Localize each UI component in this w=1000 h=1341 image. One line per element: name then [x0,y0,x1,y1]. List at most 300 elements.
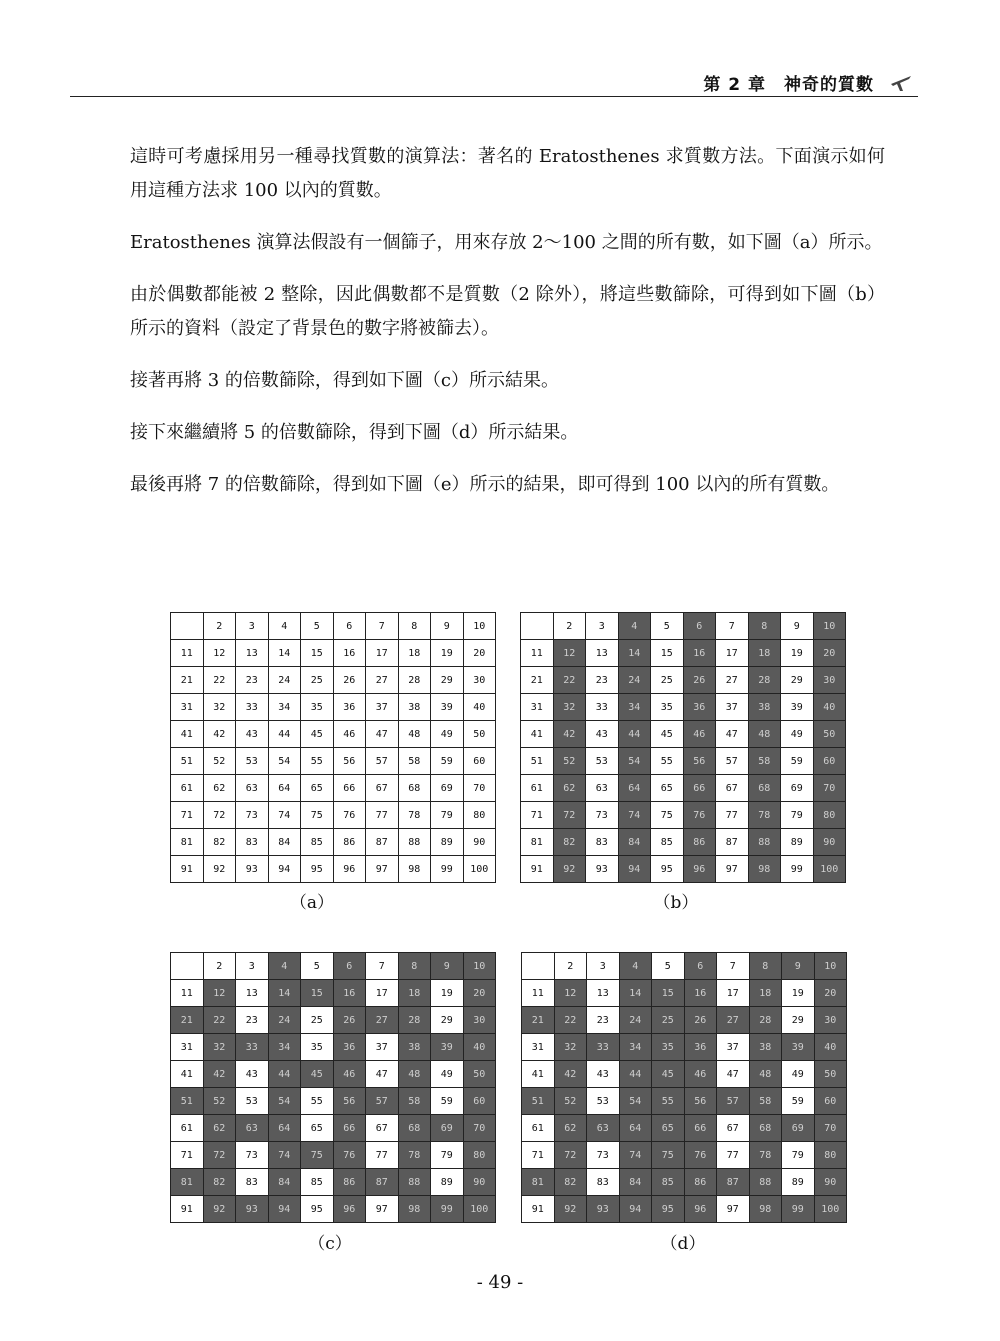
sieve-cell: 10 [463,613,496,640]
sieve-cell: 39 [431,1034,464,1061]
sieve-cell: 77 [716,802,749,829]
sieve-cell: 79 [782,1142,815,1169]
sieve-cell: 81 [522,1169,555,1196]
sieve-cell: 72 [203,1142,236,1169]
sieve-cell: 29 [781,667,814,694]
sieve-cell: 91 [171,856,204,883]
sieve-cell: 24 [619,1007,652,1034]
sieve-cell: 25 [301,667,334,694]
sieve-cell: 12 [203,980,236,1007]
sieve-row [522,980,847,1007]
sieve-cell: 100 [463,1196,496,1223]
sieve-cell: 59 [431,1088,464,1115]
sieve-cell: 64 [268,1115,301,1142]
sieve-cell: 80 [463,802,496,829]
sieve-cell: 52 [553,748,586,775]
sieve-cell: 82 [203,1169,236,1196]
sieve-cell: 6 [684,953,717,980]
sieve-cell: 13 [586,640,619,667]
sieve-cell: 73 [236,802,269,829]
sieve-cell: 38 [398,694,431,721]
sieve-cell: 6 [333,613,366,640]
sieve-cell: 98 [398,1196,431,1223]
sieve-cell: 18 [398,640,431,667]
paragraph: 接下來繼續將 5 的倍數篩除，得到下圖（d）所示結果。 [130,422,579,443]
sieve-cell: 83 [586,829,619,856]
sieve-cell: 80 [813,802,846,829]
sieve-figure-b [520,612,846,883]
sieve-cell: 82 [203,829,236,856]
sieve-cell: 62 [554,1115,587,1142]
sieve-cell: 31 [171,1034,204,1061]
sieve-cell: 41 [171,721,204,748]
sieve-cell: 98 [749,1196,782,1223]
sieve-cell: 56 [333,748,366,775]
sieve-cell: 61 [521,775,554,802]
sieve-cell: 89 [781,829,814,856]
sieve-cell: 60 [814,1088,847,1115]
paragraph: 接著再將 3 的倍數篩除，得到如下圖（c）所示結果。 [130,370,559,391]
sieve-cell: 53 [586,748,619,775]
sieve-cell: 37 [366,694,399,721]
sieve-cell: 99 [781,856,814,883]
sieve-cell: 48 [398,1061,431,1088]
sieve-cell: 11 [522,980,555,1007]
sieve-cell: 72 [554,1142,587,1169]
sieve-cell: 4 [268,953,301,980]
sieve-cell: 7 [717,953,750,980]
sieve-cell: 5 [301,953,334,980]
figure-caption: （d） [660,1234,706,1254]
sieve-cell: 95 [301,1196,334,1223]
sieve-cell: 49 [431,721,464,748]
sieve-cell: 80 [814,1142,847,1169]
sieve-cell: 29 [431,1007,464,1034]
sieve-cell: 69 [782,1115,815,1142]
sieve-cell: 50 [463,721,496,748]
paragraph: 由於偶數都能被 2 整除，因此偶數都不是質數（2 除外），將這些數篩除，可得到如下圖（b）所示的資料（設定了背景色的數字將被篩去）。 [130,284,885,339]
sieve-cell: 96 [333,1196,366,1223]
sieve-cell: 34 [268,694,301,721]
sieve-cell: 16 [333,640,366,667]
sieve-row [171,721,496,748]
sieve-cell: 66 [333,775,366,802]
sieve-cell: 53 [236,1088,269,1115]
sieve-cell: 4 [268,613,301,640]
sieve-cell [521,613,554,640]
sieve-row [522,1169,847,1196]
sieve-cell: 13 [236,980,269,1007]
sieve-cell: 33 [236,694,269,721]
sieve-cell: 91 [522,1196,555,1223]
sieve-cell: 42 [554,1061,587,1088]
sieve-row [171,953,496,980]
sieve-cell: 18 [749,980,782,1007]
sieve-cell: 40 [813,694,846,721]
sieve-cell: 2 [554,953,587,980]
sieve-cell: 67 [366,775,399,802]
sieve-cell: 2 [203,613,236,640]
sieve-cell: 47 [366,721,399,748]
sieve-row [171,1061,496,1088]
sieve-row [522,1034,847,1061]
sieve-cell: 25 [301,1007,334,1034]
sieve-cell: 88 [748,829,781,856]
sieve-cell: 40 [463,1034,496,1061]
sieve-cell: 13 [236,640,269,667]
sieve-cell: 90 [813,829,846,856]
sieve-cell: 14 [619,980,652,1007]
sieve-cell: 60 [463,748,496,775]
page-number: - 49 - [476,1272,524,1293]
sieve-cell: 55 [652,1088,685,1115]
sieve-row [171,829,496,856]
sieve-cell: 45 [301,721,334,748]
sieve-cell: 7 [366,953,399,980]
sieve-row [522,1142,847,1169]
sieve-cell: 2 [553,613,586,640]
sieve-cell [522,953,555,980]
sieve-cell: 85 [652,1169,685,1196]
sieve-row [171,856,496,883]
sieve-cell: 14 [268,640,301,667]
sieve-cell: 36 [684,1034,717,1061]
sieve-cell: 19 [431,640,464,667]
sieve-cell: 83 [236,829,269,856]
sieve-cell: 81 [171,829,204,856]
sieve-cell: 61 [522,1115,555,1142]
sieve-table [170,612,496,883]
sieve-cell: 44 [618,721,651,748]
sieve-cell: 63 [586,775,619,802]
sieve-cell: 34 [268,1034,301,1061]
sieve-cell: 5 [652,953,685,980]
sieve-cell: 14 [268,980,301,1007]
sieve-cell: 76 [683,802,716,829]
sieve-cell: 64 [268,775,301,802]
sieve-cell: 65 [652,1115,685,1142]
sieve-row [171,613,496,640]
sieve-cell [171,953,204,980]
sieve-cell: 58 [749,1088,782,1115]
sieve-cell: 88 [398,1169,431,1196]
sieve-cell: 28 [398,1007,431,1034]
sieve-cell: 31 [522,1034,555,1061]
sieve-cell: 2 [203,953,236,980]
sieve-cell: 23 [236,667,269,694]
sieve-row [171,694,496,721]
sieve-row [171,775,496,802]
sieve-cell: 97 [717,1196,750,1223]
sieve-cell: 12 [553,640,586,667]
sieve-cell: 89 [431,1169,464,1196]
sieve-cell: 25 [652,1007,685,1034]
sieve-cell: 61 [171,1115,204,1142]
sieve-cell: 28 [398,667,431,694]
sieve-cell: 37 [716,694,749,721]
sieve-cell: 76 [333,802,366,829]
sieve-row [521,856,846,883]
sieve-cell: 84 [618,829,651,856]
sieve-cell: 49 [431,1061,464,1088]
sieve-cell: 68 [748,775,781,802]
sieve-cell: 9 [431,613,464,640]
sieve-cell: 38 [749,1034,782,1061]
sieve-cell: 40 [814,1034,847,1061]
sieve-cell: 90 [463,1169,496,1196]
sieve-cell: 99 [782,1196,815,1223]
sieve-cell: 53 [236,748,269,775]
sieve-cell: 93 [586,856,619,883]
sieve-row [521,721,846,748]
sieve-cell: 83 [587,1169,620,1196]
sieve-row [171,1142,496,1169]
sieve-cell: 43 [587,1061,620,1088]
sieve-cell: 86 [684,1169,717,1196]
sieve-cell: 46 [333,721,366,748]
sieve-cell: 63 [236,775,269,802]
sieve-cell: 3 [236,953,269,980]
sieve-cell: 48 [749,1061,782,1088]
sieve-cell: 52 [203,748,236,775]
sieve-cell: 90 [463,829,496,856]
sieve-cell: 42 [203,721,236,748]
sieve-cell: 14 [618,640,651,667]
sieve-cell: 18 [398,980,431,1007]
sieve-cell: 39 [782,1034,815,1061]
sieve-cell: 74 [619,1142,652,1169]
sieve-cell: 78 [749,1142,782,1169]
sieve-cell: 100 [814,1196,847,1223]
sieve-cell: 16 [683,640,716,667]
sieve-cell: 39 [781,694,814,721]
sieve-cell: 58 [748,748,781,775]
sieve-row [522,1088,847,1115]
sieve-cell: 65 [301,1115,334,1142]
sieve-cell: 56 [684,1088,717,1115]
sieve-cell: 68 [398,775,431,802]
sieve-cell: 73 [587,1142,620,1169]
sieve-cell: 22 [553,667,586,694]
sieve-cell: 32 [554,1034,587,1061]
sieve-cell: 35 [652,1034,685,1061]
sieve-cell: 35 [301,694,334,721]
sieve-cell: 77 [717,1142,750,1169]
sieve-cell: 96 [333,856,366,883]
sieve-cell: 79 [431,802,464,829]
sieve-cell: 84 [619,1169,652,1196]
sieve-cell: 76 [333,1142,366,1169]
sieve-cell: 47 [366,1061,399,1088]
sieve-row [522,1115,847,1142]
sieve-cell: 47 [716,721,749,748]
sieve-row [521,748,846,775]
sieve-cell: 20 [814,980,847,1007]
figure-caption: （b） [653,893,699,913]
sieve-cell: 37 [366,1034,399,1061]
sieve-cell: 30 [463,1007,496,1034]
sieve-cell: 43 [586,721,619,748]
sieve-cell: 97 [366,1196,399,1223]
sieve-cell: 56 [683,748,716,775]
sieve-cell: 62 [553,775,586,802]
sieve-cell: 57 [366,748,399,775]
sieve-cell: 30 [463,667,496,694]
sieve-cell: 69 [431,775,464,802]
sieve-cell: 95 [652,1196,685,1223]
sieve-cell: 54 [619,1088,652,1115]
sieve-cell: 42 [553,721,586,748]
sieve-cell: 41 [171,1061,204,1088]
sieve-cell: 66 [333,1115,366,1142]
chapter-title: 第 2 章 神奇的質數 [703,75,874,95]
sieve-row [171,1007,496,1034]
sieve-row [171,1196,496,1223]
sieve-cell: 7 [366,613,399,640]
sieve-cell: 91 [521,856,554,883]
sieve-cell: 99 [431,1196,464,1223]
sieve-cell: 53 [587,1088,620,1115]
sieve-cell: 28 [748,667,781,694]
sieve-cell: 92 [203,1196,236,1223]
sieve-row [171,748,496,775]
sieve-cell: 8 [749,953,782,980]
sieve-cell: 47 [717,1061,750,1088]
sieve-cell: 72 [203,802,236,829]
sieve-cell: 89 [782,1169,815,1196]
body-text [130,140,885,520]
sieve-cell: 27 [366,1007,399,1034]
sieve-cell: 70 [814,1115,847,1142]
sieve-cell: 75 [652,1142,685,1169]
sieve-row [521,829,846,856]
sieve-cell: 15 [301,980,334,1007]
sieve-cell: 26 [684,1007,717,1034]
sieve-cell: 30 [813,667,846,694]
sieve-cell: 22 [203,667,236,694]
sieve-cell: 45 [652,1061,685,1088]
sieve-cell: 45 [301,1061,334,1088]
sieve-cell: 50 [813,721,846,748]
sieve-cell: 80 [463,1142,496,1169]
sieve-cell: 66 [683,775,716,802]
sieve-cell: 69 [781,775,814,802]
sieve-cell: 6 [333,953,366,980]
sieve-cell: 65 [301,775,334,802]
sieve-cell: 9 [781,613,814,640]
sieve-cell: 20 [463,640,496,667]
sieve-cell: 89 [431,829,464,856]
sieve-cell: 27 [716,667,749,694]
sieve-row [171,980,496,1007]
sieve-cell: 37 [717,1034,750,1061]
sieve-cell: 93 [587,1196,620,1223]
sieve-figure-d [521,952,847,1223]
airplane-icon [888,68,914,94]
sieve-cell: 11 [521,640,554,667]
sieve-cell: 97 [716,856,749,883]
sieve-cell: 52 [203,1088,236,1115]
sieve-cell: 62 [203,1115,236,1142]
sieve-cell: 71 [171,802,204,829]
sieve-cell: 51 [171,1088,204,1115]
sieve-cell: 83 [236,1169,269,1196]
sieve-cell: 43 [236,1061,269,1088]
sieve-cell: 75 [301,1142,334,1169]
sieve-cell: 98 [748,856,781,883]
sieve-cell: 51 [522,1088,555,1115]
sieve-cell: 46 [683,721,716,748]
sieve-figure-c [170,952,496,1223]
sieve-cell: 50 [814,1061,847,1088]
sieve-cell: 70 [463,775,496,802]
sieve-cell: 59 [782,1088,815,1115]
sieve-cell: 68 [398,1115,431,1142]
sieve-cell: 73 [586,802,619,829]
sieve-cell: 43 [236,721,269,748]
sieve-cell: 26 [333,667,366,694]
sieve-cell: 40 [463,694,496,721]
sieve-cell: 3 [236,613,269,640]
sieve-cell: 34 [618,694,651,721]
sieve-cell: 4 [619,953,652,980]
sieve-cell: 16 [333,980,366,1007]
sieve-cell: 55 [651,748,684,775]
sieve-figure-a [170,612,496,883]
sieve-cell: 82 [554,1169,587,1196]
sieve-cell: 19 [782,980,815,1007]
sieve-cell: 87 [366,1169,399,1196]
sieve-cell: 79 [431,1142,464,1169]
sieve-cell: 41 [522,1061,555,1088]
sieve-row [171,640,496,667]
sieve-cell: 24 [268,667,301,694]
sieve-cell: 10 [814,953,847,980]
sieve-cell: 8 [748,613,781,640]
sieve-cell: 5 [651,613,684,640]
sieve-cell: 3 [587,953,620,980]
sieve-cell: 85 [301,1169,334,1196]
sieve-cell: 60 [463,1088,496,1115]
paragraph: 這時可考慮採用另一種尋找質數的演算法：著名的 Eratosthenes 求質數方法。下面演示如何用這種方法求 100 以內的質數。 [130,146,885,201]
sieve-cell: 57 [716,748,749,775]
sieve-cell: 23 [587,1007,620,1034]
sieve-cell: 35 [301,1034,334,1061]
sieve-cell: 55 [301,1088,334,1115]
sieve-cell: 29 [782,1007,815,1034]
sieve-cell: 38 [748,694,781,721]
sieve-cell: 78 [398,1142,431,1169]
sieve-cell: 13 [587,980,620,1007]
sieve-cell: 17 [366,640,399,667]
sieve-cell: 92 [553,856,586,883]
sieve-cell: 17 [717,980,750,1007]
sieve-row [522,1061,847,1088]
sieve-cell: 81 [521,829,554,856]
sieve-row [171,1034,496,1061]
sieve-cell: 46 [333,1061,366,1088]
sieve-cell: 70 [813,775,846,802]
sieve-cell: 94 [268,1196,301,1223]
sieve-cell: 94 [618,856,651,883]
sieve-cell: 75 [651,802,684,829]
sieve-cell: 67 [716,775,749,802]
sieve-cell: 69 [431,1115,464,1142]
sieve-cell: 87 [717,1169,750,1196]
sieve-cell: 39 [431,694,464,721]
sieve-row [171,1088,496,1115]
sieve-cell: 46 [684,1061,717,1088]
